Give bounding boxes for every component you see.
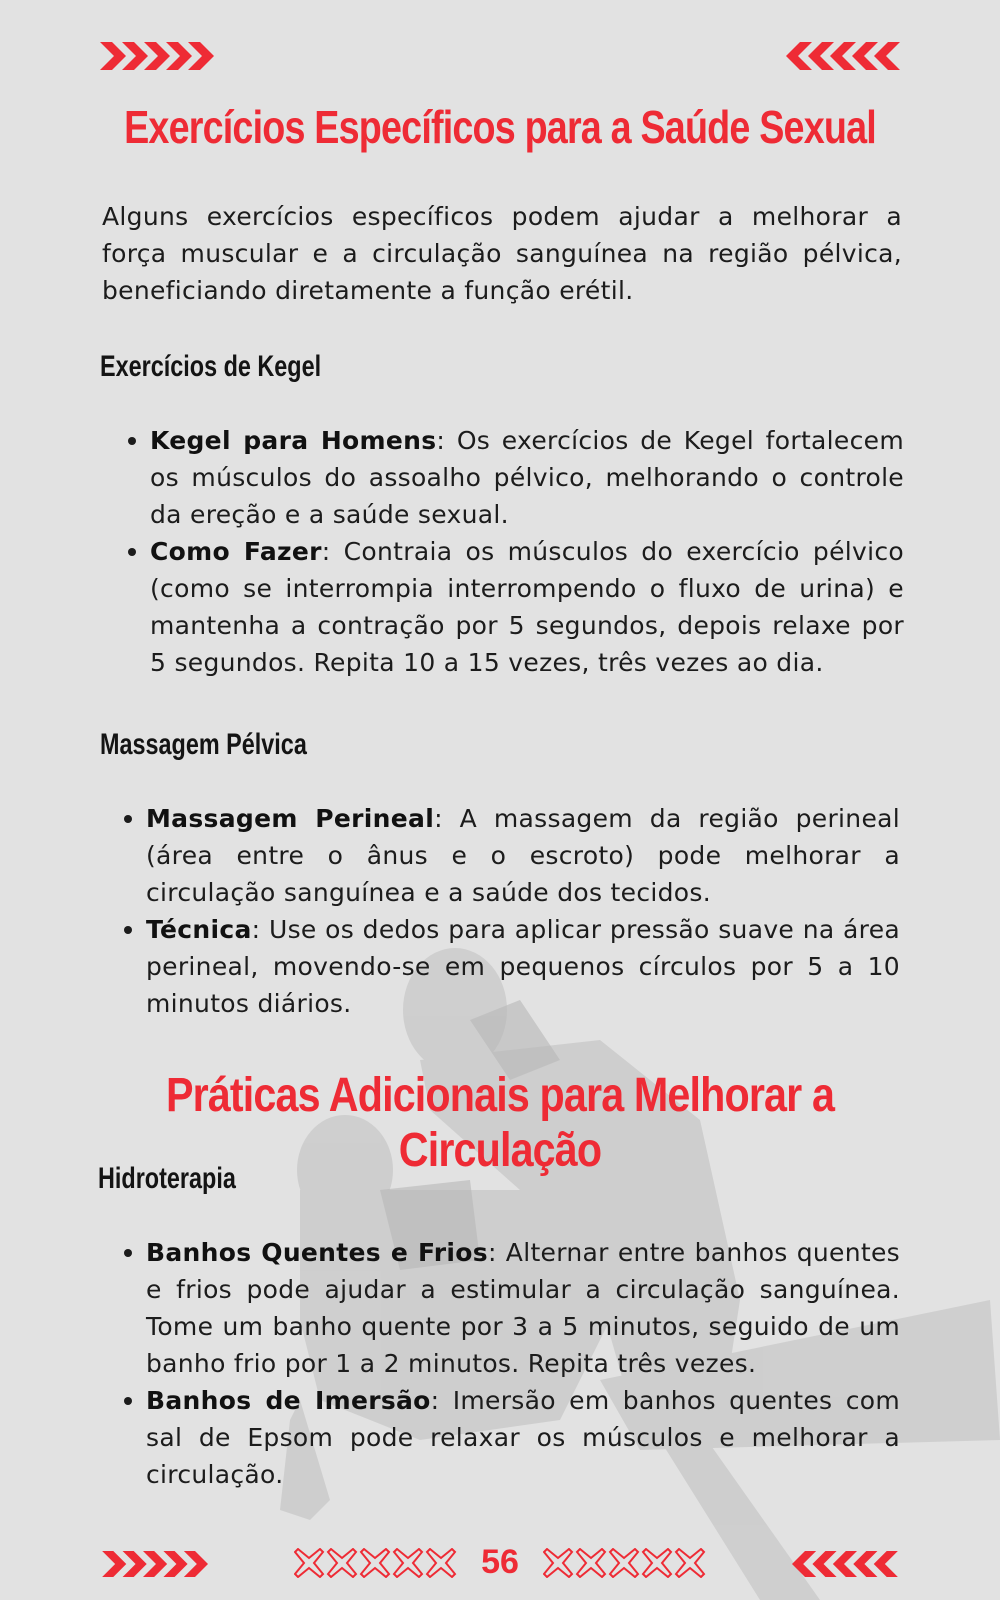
section-title: Exercícios Específicos para a Saúde Sexual [124, 101, 876, 153]
item-text: : Alternar entre banhos quentes e frios pode ajudar a estimular a circulação sanguínea. Tome um banho quente por 3 a 5 minutos, seguido de um banho frio por 1 a 2 minutos. Repita três vezes. [146, 1238, 900, 1378]
hidroterapia-list [146, 1234, 900, 1493]
page-number: 56 [481, 1543, 519, 1581]
item-text: : Os exercícios de Kegel fortalecem os músculos do assoalho pélvico, melhorando o controle da ereção e a saúde sexual. [150, 426, 904, 529]
cross-outline-icon [543, 1548, 709, 1582]
list-item [150, 422, 904, 533]
chevrons-left-icon [784, 42, 900, 70]
item-text: : Contraia os músculos do exercício pélvico (como se interrompia interrompendo o fluxo de urina) e mantenha a contração por 5 segundos, depois relaxe por 5 segundos. Repita 10 a 15 vezes, três vezes ao dia. [150, 537, 904, 677]
massagem-list [146, 800, 900, 1022]
item-term: Banhos Quentes e Frios [146, 1238, 488, 1267]
intro-paragraph: Alguns exercícios específicos podem ajudar a melhorar a força muscular e a circulação sanguínea na região pélvica, beneficiando diretamente a função erétil. [102, 202, 902, 305]
item-text: : Use os dedos para aplicar pressão suave na área perineal, movendo-se em pequenos círculos por 5 a 10 minutos diários. [146, 915, 900, 1018]
list-item [146, 1234, 900, 1382]
item-term: Técnica [146, 915, 252, 944]
item-text: : A massagem da região perineal (área entre o ânus e o escroto) pode melhorar a circulação sanguínea e a saúde dos tecidos. [146, 804, 900, 907]
massagem-heading: Massagem Pélvica [100, 728, 307, 761]
chevrons-right-icon [100, 42, 216, 70]
item-term: Massagem Perineal [146, 804, 435, 833]
list-item [146, 800, 900, 911]
kegel-list [150, 422, 904, 681]
list-item [150, 533, 904, 681]
item-term: Como Fazer [150, 537, 322, 566]
list-item [146, 1382, 900, 1493]
list-item [146, 911, 900, 1022]
item-text: : Imersão em banhos quentes com sal de Epsom pode relaxar os músculos e melhorar a circulação. [146, 1386, 900, 1489]
item-term: Kegel para Homens [150, 426, 437, 455]
hidroterapia-heading: Hidroterapia [98, 1162, 236, 1195]
kegel-heading: Exercícios de Kegel [100, 350, 322, 383]
item-term: Banhos de Imersão [146, 1386, 431, 1415]
section-title: Práticas Adicionais para Melhorar a Circulação [165, 1069, 835, 1177]
